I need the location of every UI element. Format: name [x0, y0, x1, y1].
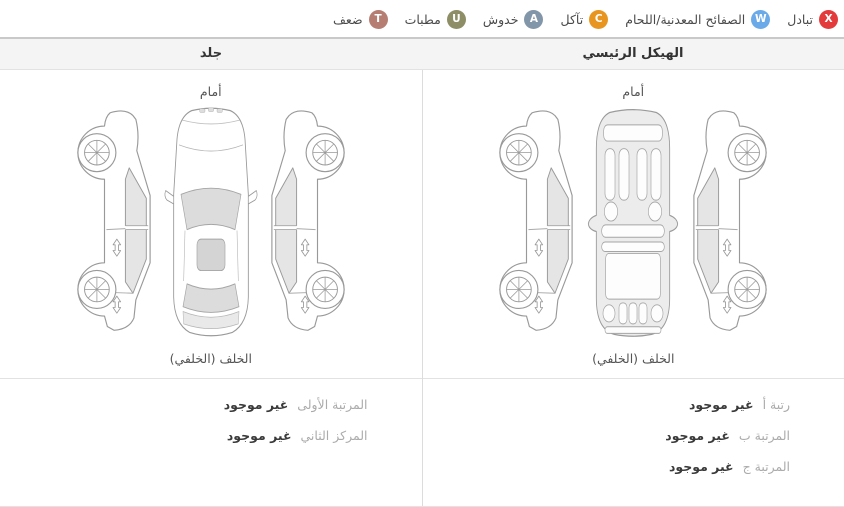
status-label: المركز الثاني: [300, 428, 368, 443]
status-row: [477, 451, 791, 482]
main-structure-status-rows: [423, 378, 844, 506]
legend-item-corrosion: [560, 10, 608, 29]
status-label: رتبة أ: [762, 397, 790, 412]
main-structure-figures: [498, 103, 768, 341]
legend-item-sheetmetal-welding: [625, 10, 770, 29]
panel-main-structure: [422, 70, 844, 506]
header-leather: جلد: [199, 46, 223, 61]
status-label: المرتبة ب: [738, 428, 790, 443]
status-row: [477, 389, 791, 420]
car-chassis-view-icon: [583, 103, 683, 341]
section-headers: [0, 39, 844, 70]
status-value: غير موجود: [223, 397, 289, 412]
header-main-structure: الهيكل الرئيسي: [582, 46, 684, 61]
leather-diagram: [0, 70, 422, 378]
x-code-icon: X: [819, 10, 838, 29]
panel-leather: [0, 70, 422, 506]
w-code-icon: W: [751, 10, 770, 29]
car-side-view-right-icon: [270, 103, 346, 341]
legend-item-dents: [405, 10, 466, 29]
legend-label: تآكل: [560, 11, 584, 27]
status-label: المرتبة ج: [742, 459, 790, 474]
car-top-view-icon: [161, 103, 261, 341]
legend-label: الصفائح المعدنية/اللحام: [625, 11, 746, 27]
rear-label: الخلف (الخلفي): [169, 351, 252, 366]
legend-label: تبادل: [787, 11, 813, 27]
legend-item-scratches: [483, 10, 544, 29]
car-side-view-left-icon: [498, 103, 574, 341]
legend-item-exchange: [787, 10, 838, 29]
legend-label: خدوش: [482, 11, 519, 27]
leather-status-rows: [0, 378, 422, 506]
status-row: [477, 420, 791, 451]
main-structure-diagram: [423, 70, 844, 378]
t-code-icon: T: [369, 10, 388, 29]
status-value: غير موجود: [688, 397, 754, 412]
inspection-table: [0, 37, 844, 507]
car-side-view-left-icon: [76, 103, 152, 341]
a-code-icon: A: [524, 10, 543, 29]
rear-label: الخلف (الخلفي): [592, 351, 675, 366]
status-value: غير موجود: [665, 428, 730, 443]
status-row: [54, 420, 368, 451]
legend-item-weakness: [333, 10, 388, 29]
legend-label: مطبات: [404, 11, 441, 27]
u-code-icon: U: [447, 10, 466, 29]
car-side-view-right-icon: [692, 103, 768, 341]
panels-container: [0, 70, 844, 507]
front-label: أمام: [199, 84, 222, 99]
status-label: المرتبة الأولى: [297, 397, 368, 412]
status-value: غير موجود: [226, 428, 292, 443]
leather-figures: [76, 103, 346, 341]
front-label: أمام: [622, 84, 645, 99]
legend-label: ضعف: [332, 11, 363, 27]
damage-code-legend: [0, 0, 844, 37]
status-row: [54, 389, 368, 420]
status-value: غير موجود: [668, 459, 734, 474]
c-code-icon: C: [589, 10, 608, 29]
